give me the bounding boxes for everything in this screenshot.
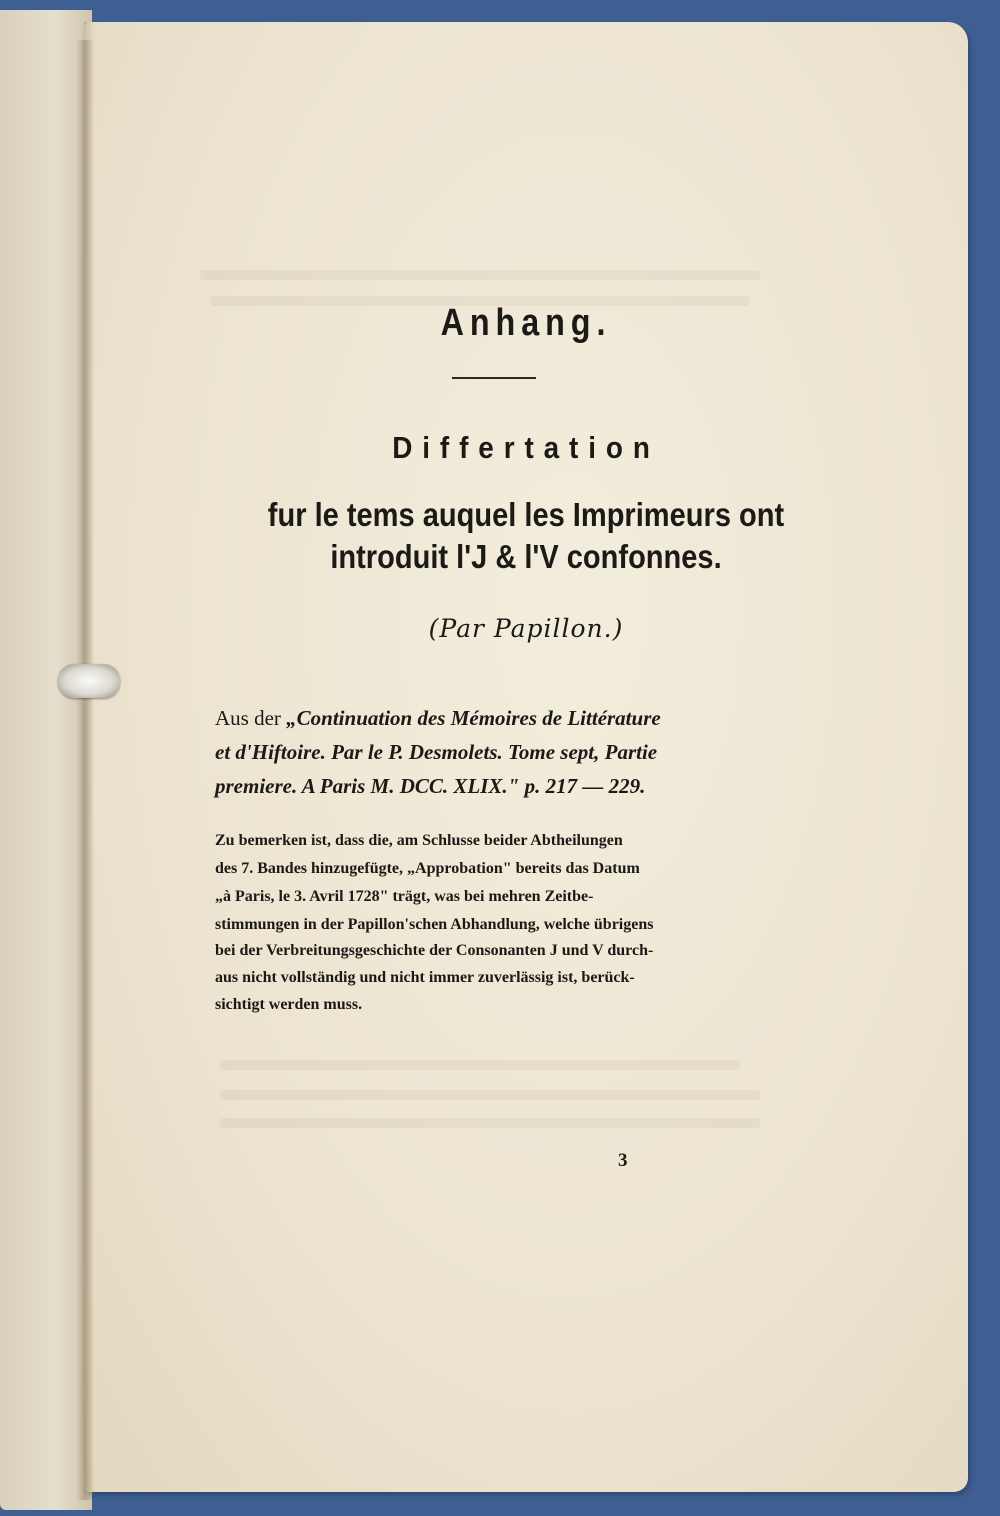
headline-line-1: fur le tems auquel les Imprimeurs ont [267, 496, 785, 533]
note-line-1: Zu bemerken ist, dass die, am Schlusse beider Abtheilungen [215, 832, 623, 849]
source-prefix: Aus der [215, 706, 287, 730]
signature-mark: 3 [618, 1150, 628, 1171]
section-title: Anhang. [440, 302, 612, 344]
binding-thread [58, 664, 120, 698]
dissertation-heading: Differtation [392, 430, 660, 465]
author-line: (Par Papillon.) [428, 614, 624, 643]
source-line-2: et d'Hiftoire. Par le P. Desmolets. Tome sept, Partie [215, 740, 658, 764]
spine-shadow [76, 40, 94, 1500]
source-line-3: premiere. A Paris M. DCC. XLIX." p. 217 — 229. [215, 774, 646, 798]
show-through-mark [220, 1090, 760, 1100]
source-title: „Continuation des Mémoires de Littérature [286, 706, 661, 730]
note-line-5: bei der Verbreitungsgeschichte der Consonanten J und V durch- [215, 942, 654, 959]
show-through-mark [200, 270, 760, 280]
show-through-mark [220, 1060, 740, 1070]
headline-line-2: introduit l'J & l'V confonnes. [330, 538, 722, 575]
source-line-1 [215, 706, 775, 731]
note-line-3: „à Paris, le 3. Avril 1728" trägt, was bei mehren Zeitbe- [215, 888, 594, 905]
note-line-6: aus nicht vollständig und nicht immer zuverlässig ist, berück- [215, 969, 635, 986]
note-line-7: sichtigt werden muss. [215, 996, 363, 1013]
title-rule [452, 377, 536, 379]
note-line-4: stimmungen in der Papillon'schen Abhandlung, welche übrigens [215, 916, 654, 933]
show-through-mark [220, 1118, 760, 1128]
note-line-2: des 7. Bandes hinzugefügte, „Approbation" bereits das Datum [215, 860, 640, 877]
